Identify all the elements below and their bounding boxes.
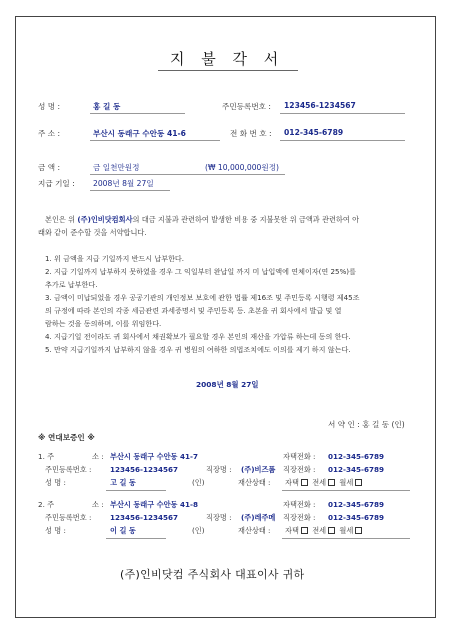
g1-asset-home-label: 자택 (285, 478, 299, 487)
g1-name-label: 성 명 : (45, 478, 66, 487)
due-label: 지급 기일 : (38, 179, 75, 188)
amount-number: (₩ 10,000,000원정) (205, 163, 279, 172)
item-3-cont: 의 규정에 따라 본인의 각종 세금관련 과세증명서 및 주민등록 등. 초본을 귀 회사에서 발급 및 열 (45, 306, 342, 315)
amount-underline (90, 174, 285, 175)
g2-home: 012-345-6789 (328, 500, 384, 509)
g2-addr-label: 소 : (92, 500, 104, 509)
due-value: 2008년 8월 27일 (93, 179, 154, 188)
intro-text-b: 의 대금 지불과 관련하여 발생한 비용 중 지불못한 위 금액과 관련하여 아 (132, 215, 360, 224)
g1-rrn: 123456-1234567 (110, 465, 178, 474)
g2-asset-rent-label: 월세 (339, 526, 354, 535)
intro-company: (주)인비닷컴회사 (77, 215, 133, 224)
title-underline (158, 70, 298, 71)
footer-recipient: (주)인비닷컴 주식회사 대표이사 귀하 (120, 568, 305, 581)
item-2: 2. 지급 기일까지 납부하지 못하였을 경우 그 익일부터 완납일 까지 미 납입액에 연체이자(연 25%)를 (45, 267, 356, 276)
g1-asset-rent-label: 월세 (339, 478, 354, 487)
g2-wphone-label: 직장전화 : (283, 513, 316, 522)
g1-wphone-label: 직장전화 : (283, 465, 316, 474)
item-1: 1. 위 금액을 지급 기일까지 반드시 납부한다. (45, 254, 185, 263)
signer: 서 약 인 : 홍 길 동 (인) (328, 420, 405, 429)
intro-line-2: 래와 같이 준수할 것을 서약합니다. (38, 228, 147, 237)
intro-line-1 (45, 214, 359, 226)
g1-asset-underline (282, 490, 410, 491)
intro-text-a: 본인은 위 (45, 215, 78, 224)
item-3: 3. 금액이 미납되었을 경우 공공기관의 개인정보 보호에 관한 법률 제16조 및 주민등록 시행령 제45조 (45, 293, 360, 302)
item-3-cont-2: 람하는 것을 동의하며, 이를 위임한다. (45, 319, 162, 328)
item-2-cont: 추가로 납부한다. (45, 280, 98, 289)
address-label: 주 소 : (38, 129, 61, 138)
g2-name: 이 길 동 (110, 526, 136, 535)
g2-asset-options (285, 526, 364, 536)
g1-name-underline (106, 490, 166, 491)
g2-work-label: 직장명 : (206, 513, 232, 522)
g2-num: 2. 주 (38, 500, 55, 509)
g1-num: 1. 주 (38, 452, 55, 461)
g2-wphone: 012-345-6789 (328, 513, 384, 522)
g1-wphone: 012-345-6789 (328, 465, 384, 474)
address-underline (90, 140, 220, 141)
page-title: 지 불 각 서 (170, 50, 285, 68)
name-label: 성 명 : (38, 102, 61, 111)
g2-asset-label: 재산상태 : (238, 526, 271, 535)
g2-name-label: 성 명 : (45, 526, 66, 535)
g2-asset-rent-checkbox[interactable] (355, 527, 362, 534)
g2-asset-home-checkbox[interactable] (301, 527, 308, 534)
phone-underline (280, 140, 405, 141)
g1-asset-jeonse-checkbox[interactable] (328, 479, 335, 486)
g1-addr: 부산시 동래구 수안동 41-7 (110, 452, 198, 461)
due-underline (90, 190, 170, 191)
guarantor-heading: ※ 연대보증인 ※ (38, 433, 95, 442)
item-4: 4. 지급기일 전이라도 귀 회사에서 채권확보가 필요할 경우 본인의 재산을 가압류 하는데 동의 한다. (45, 332, 351, 341)
g1-work: (주)비즈폼 (241, 465, 276, 474)
g2-name-underline (106, 538, 166, 539)
amount-label: 금 액 : (38, 163, 61, 172)
g2-asset-jeonse-label: 전세 (312, 526, 327, 535)
g2-asset-jeonse-checkbox[interactable] (328, 527, 335, 534)
g2-seal: (인) (192, 526, 205, 535)
amount-value: 금 일천만원정 (93, 163, 140, 172)
g1-asset-rent-checkbox[interactable] (355, 479, 362, 486)
name-value: 홍 길 동 (93, 102, 121, 111)
phone-value: 012-345-6789 (284, 128, 344, 137)
g1-seal: (인) (192, 478, 205, 487)
g1-home-label: 자택전화 : (283, 452, 316, 461)
name-underline (90, 113, 185, 114)
g2-rrn: 123456-1234567 (110, 513, 178, 522)
address-value: 부산시 동래구 수안동 41-6 (93, 129, 186, 138)
g1-home: 012-345-6789 (328, 452, 384, 461)
resident-underline (280, 113, 405, 114)
resident-value: 123456-1234567 (284, 101, 356, 110)
item-5: 5. 만약 지급기일까지 납부하지 않을 경우 귀 병원의 여하한 의법조치에도 이의를 제기 하지 않는다. (45, 345, 351, 354)
g1-name: 고 길 동 (110, 478, 136, 487)
g2-addr: 부산시 동래구 수안동 41-8 (110, 500, 198, 509)
phone-label: 전 화 번 호 : (230, 129, 272, 138)
resident-label: 주민등록번호 : (222, 102, 271, 111)
g2-home-label: 자택전화 : (283, 500, 316, 509)
g2-work: (주)레주메 (241, 513, 276, 522)
g2-asset-home-label: 자택 (285, 526, 299, 535)
g2-rrn-label: 주민등록번호 : (45, 513, 92, 522)
sign-date: 2008년 8월 27일 (196, 380, 259, 389)
g1-rrn-label: 주민등록번호 : (45, 465, 92, 474)
g2-asset-underline (282, 538, 410, 539)
g1-asset-jeonse-label: 전세 (312, 478, 327, 487)
g1-asset-label: 재산상태 : (238, 478, 271, 487)
g1-asset-home-checkbox[interactable] (301, 479, 308, 486)
g1-work-label: 직장명 : (206, 465, 232, 474)
g1-asset-options (285, 478, 364, 488)
g1-addr-label: 소 : (92, 452, 104, 461)
